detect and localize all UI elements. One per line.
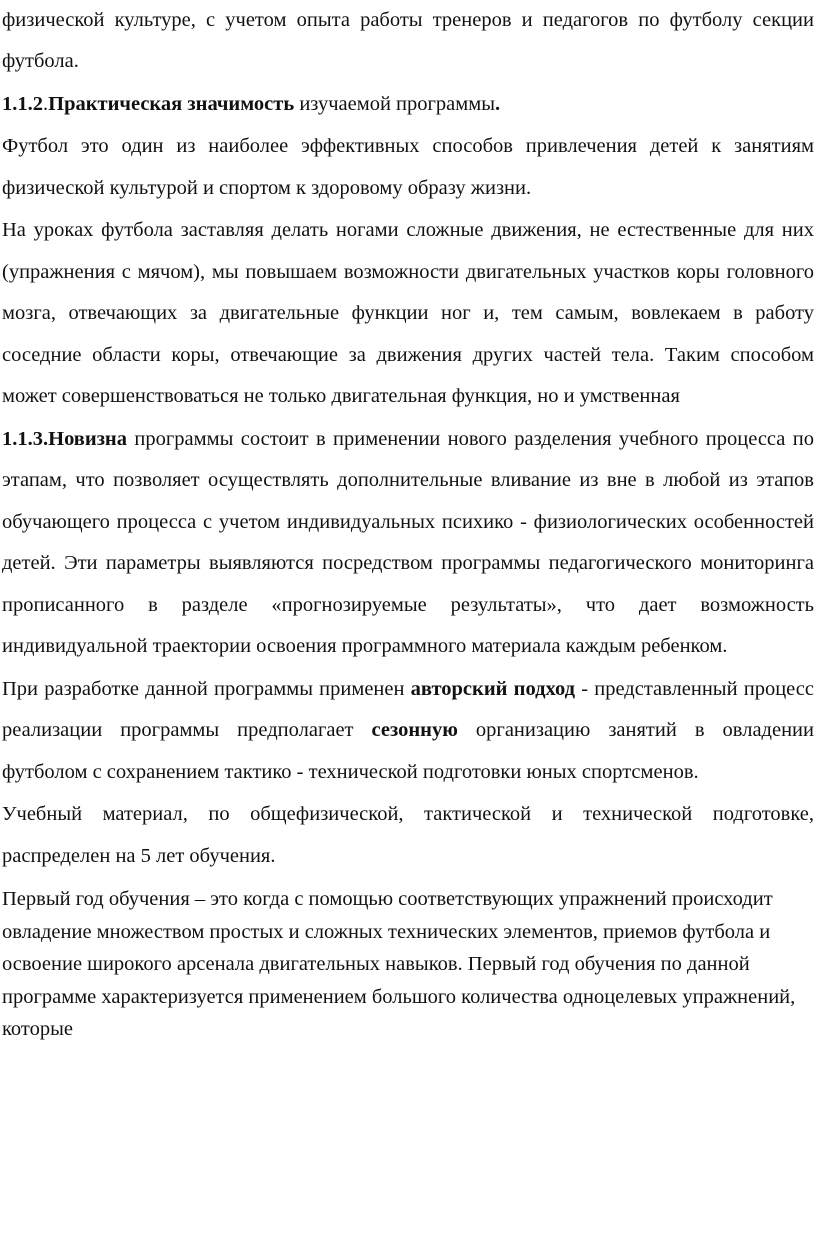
author-approach-text-c: - представленный процесс реализации программы предполагает (2, 677, 814, 741)
paragraph-study-material: Учебный материал, по общефизической, тактической и технической подготовке, распределен на 5 лет обучения. (2, 803, 814, 867)
section-title-end: . (495, 92, 501, 115)
paragraph-football-lessons: На уроках футбола заставляя делать ногами сложные движения, не естественные для них (упражнения с мячом), мы повышаем возможности двигательных участков коры головного мозга, отвечающих за двигательные функции ног и, тем самым, вовлекаем в работу соседние области коры, отвечающие за движения других частей тела. Таким способом может совершенствоваться не только двигательная функция, но и умственная (2, 219, 814, 407)
paragraph-first-year: Первый год обучения – это когда с помощью соответствующих упражнений происходит овладение множеством простых и сложных технических элементов, приемов футбола и освоение широкого арсенала двигательных навыков. Первый год обучения по данной программе характеризуется применением большого количества одноцелевых упражнений, которые (2, 888, 796, 1040)
novelty-heading: 1.1.3.Новизна (2, 427, 127, 450)
section-number: 1.1.2 (2, 92, 43, 115)
section-title-rest: изучаемой программы (294, 92, 495, 115)
paragraph-novelty (2, 419, 814, 668)
seasonal-bold: сезонную (371, 719, 458, 741)
section-heading-practical-significance (2, 84, 814, 126)
novelty-body: программы состоит в применении нового разделения учебного процесса по этапам, что позволяет осуществлять дополнительные вливание из вне в любой из этапов обучающего процесса с учетом индивидуальных психико - физиологических особенностей детей. Эти параметры выявляются посредством программы педагогического мониторинга прописанного в разделе «прогнозируемые результаты», что дает возможность индивидуальной траектории освоения программного материала каждым ребенком. (2, 427, 814, 657)
author-approach-bold: авторский подход (410, 677, 576, 700)
author-approach-text-a: При разработке данной программы применен (2, 677, 411, 700)
section-title: Практическая значимость (48, 92, 295, 115)
paragraph-intro-continuation: физической культуре, с учетом опыта работы тренеров и педагогов по футболу секции футбола. (2, 8, 814, 72)
paragraph-author-approach (2, 669, 814, 794)
paragraph-football-benefits: Футбол это один из наиболее эффективных способов привлечения детей к занятиям физической культурой и спортом к здоровому образу жизни. (2, 135, 814, 199)
section-number-dot: . (43, 92, 49, 115)
author-approach-text-d: организацию занятий в овладении футболом с сохранением тактико - технической подготовки юных спортсменов. (2, 719, 814, 783)
